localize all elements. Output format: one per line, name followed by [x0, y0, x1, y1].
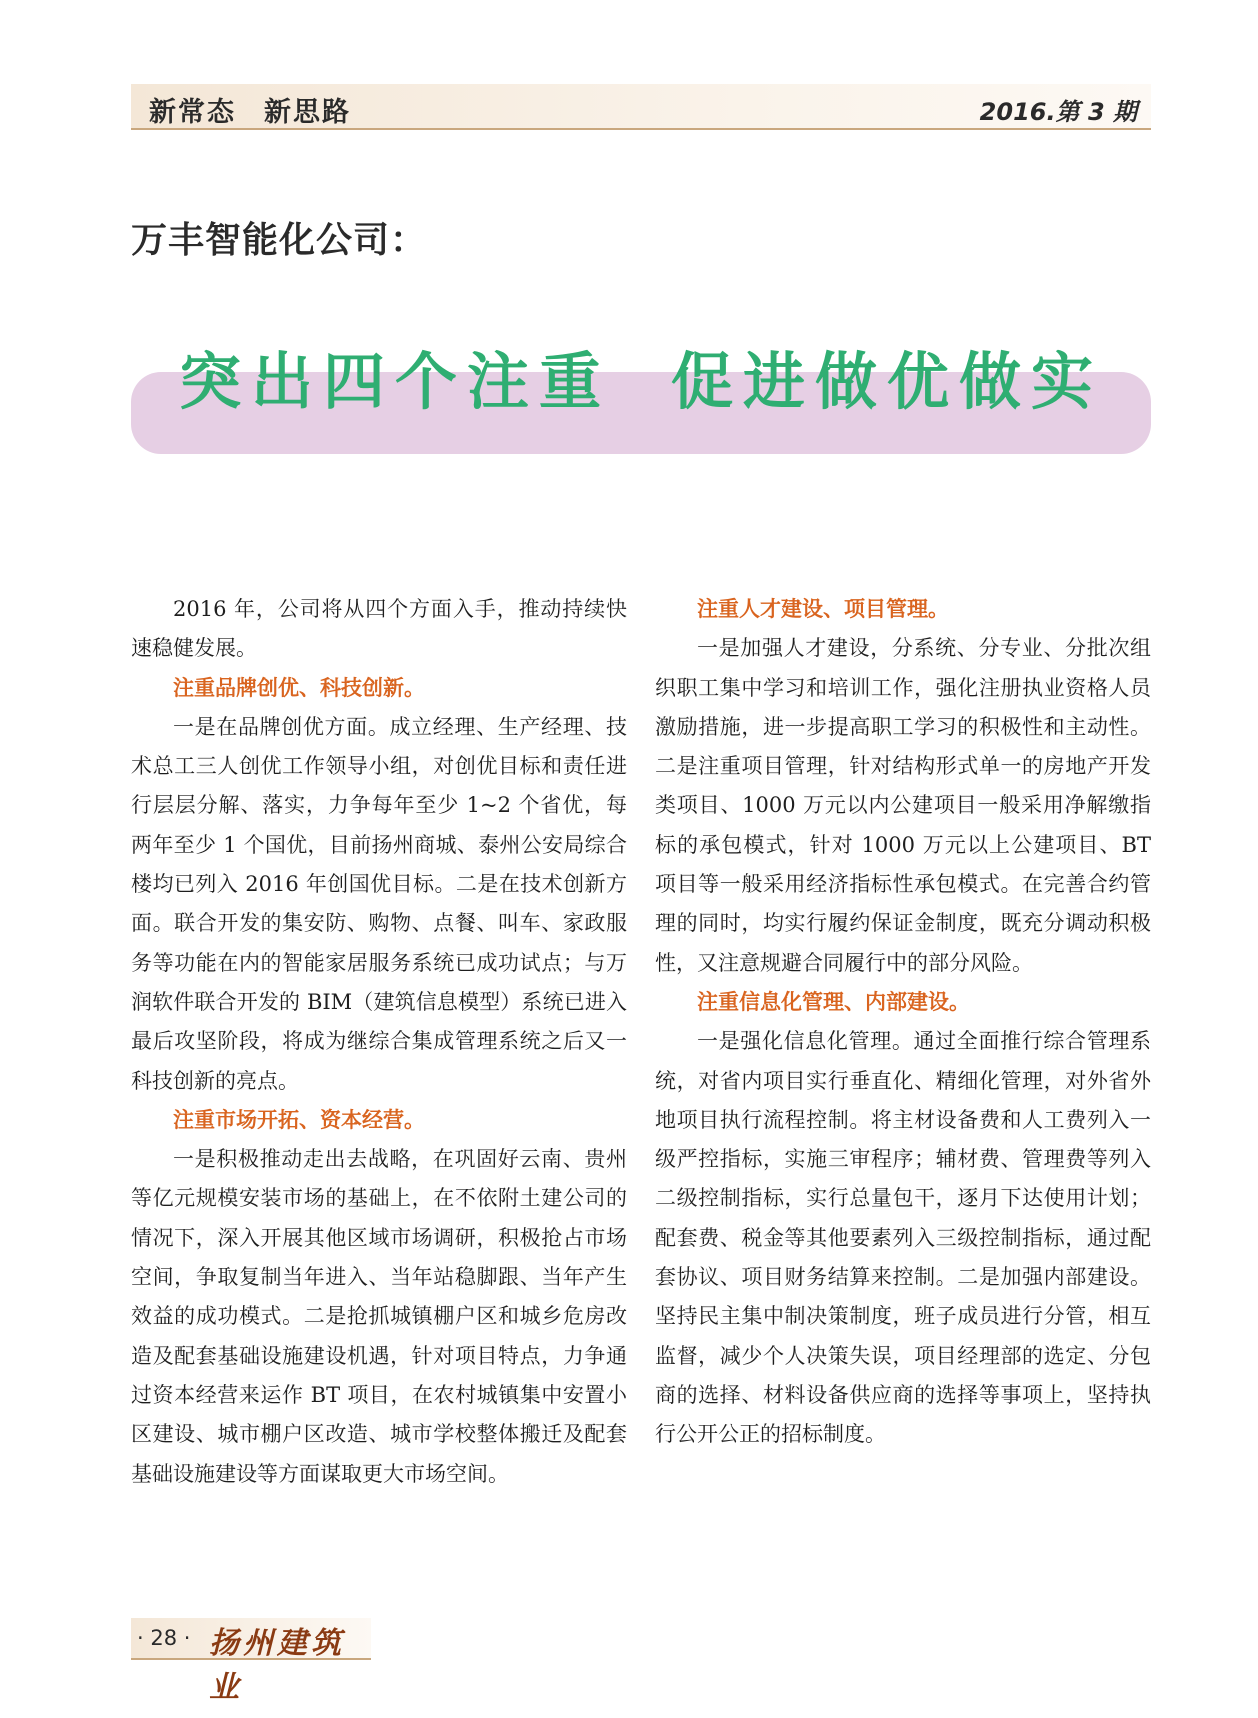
company-name: 万丰智能化公司： [131, 220, 428, 261]
issue-label: 2016.第 3 期 [979, 98, 1137, 126]
section-title [149, 90, 351, 129]
page-header [131, 84, 1151, 130]
article-title-part1: 突出四个注重 [178, 345, 611, 418]
page-number: · 28 · [137, 1626, 191, 1650]
section-title-left: 新常态 [149, 97, 236, 128]
page-footer [131, 1618, 371, 1705]
article-title-part2: 促进做优做实 [671, 345, 1104, 418]
paragraph-information: 一是强化信息化管理。通过全面推行综合管理系统，对省内项目实行垂直化、精细化管理，对外省外地项目执行流程控制。将主材设备费和人工费列入一级严控指标，实施三审程序；辅材费、管理费等列入二级控制指标，实行总量包干，逐月下达使用计划；配套费、税金等其他要素列入三级控制指标，通过配套协议、项目财务结算来控制。二是加强内部建设。坚持民主集中制决策制度，班子成员进行分管，相互监督，减少个人决策失误，项目经理部的选定、分包商的选择、材料设备供应商的选择等事项上，坚持执行公开公正的招标制度。 [655, 1029, 1151, 1447]
paragraph-talent: 一是加强人才建设，分系统、分专业、分批次组织职工集中学习和培训工作，强化注册执业资格人员激励措施，进一步提高职工学习的积极性和主动性。二是注重项目管理，针对结构形式单一的房地产开发类项目、1000 万元以内公建项目一般采用净解缴指标的承包模式，针对 1000 万元以上公建项目、BT 项目等一般采用经济指标性承包模式。在完善合约管理的同时，均实行履约保证金制度，既充分调动积极性，又注意规避合同履行中的部分风险。 [655, 636, 1151, 975]
paragraph-brand: 一是在品牌创优方面。成立经理、生产经理、技术总工三人创优工作领导小组，对创优目标和责任进行层层分解、落实，力争每年至少 1~2 个省优，每两年至少 1 个国优，目前扬州商城、泰州公安局综合楼均已列入 2016 年创国优目标。二是在技术创新方面。联合开发的集安防、购物、点餐、叫车、家政服务等功能在内的智能家居服务系统已成功试点；与万润软件联合开发的 BIM（建筑信息模型）系统已进入最后攻坚阶段，将成为继综合集成管理系统之后又一科技创新的亮点。 [131, 714, 627, 1093]
right-column [655, 590, 1151, 1455]
section-heading-talent: 注重人才建设、项目管理。 [697, 597, 949, 621]
article-title [131, 332, 1151, 421]
paragraph-market: 一是积极推动走出去战略，在巩固好云南、贵州等亿元规模安装市场的基础上，在不依附土建公司的情况下，深入开展其他区域市场调研，积极抢占市场空间，争取复制当年进入、当年站稳脚跟、当年产生效益的成功模式。二是抢抓城镇棚户区和城乡危房改造及配套基础设施建设机遇，针对项目特点，力争通过资本经营来运作 BT 项目，在农村城镇集中安置小区建设、城市棚户区改造、城市学校整体搬迁及配套基础设施建设等方面谋取更大市场空间。 [131, 1147, 627, 1486]
intro-paragraph: 2016 年，公司将从四个方面入手，推动持续快速稳健发展。 [131, 597, 627, 661]
section-heading-information: 注重信息化管理、内部建设。 [697, 989, 970, 1014]
magazine-logo: 扬州建筑业 [209, 1626, 345, 1705]
section-heading-market: 注重市场开拓、资本经营。 [173, 1107, 425, 1132]
section-title-right: 新思路 [264, 97, 351, 128]
section-heading-brand: 注重品牌创优、科技创新。 [173, 675, 425, 700]
left-column [131, 590, 627, 1494]
